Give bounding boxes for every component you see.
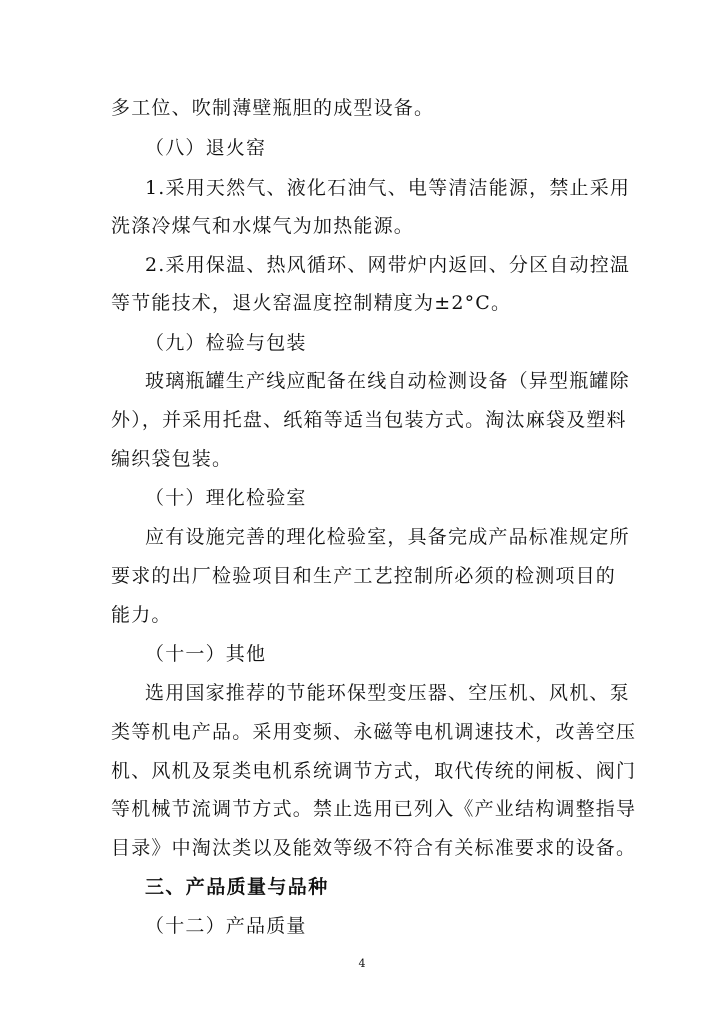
body-text-line: 目录》中淘汰类以及能效等级不符合有关标准要求的设备。	[111, 837, 637, 859]
section-heading-11: （十一）其他	[145, 643, 267, 665]
body-text-line: 机、风机及泵类电机系统调节方式，取代传统的闸板、阀门	[111, 760, 637, 782]
body-text-line: 应有设施完善的理化检验室，具备完成产品标准规定所	[145, 526, 630, 548]
body-text-line: 2.采用保温、热风循环、网带炉内返回、分区自动控温	[145, 254, 631, 276]
body-text-line: 洗涤冷煤气和水煤气为加热能源。	[111, 215, 415, 237]
body-text-line: 类等机电产品。采用变频、永磁等电机调速技术，改善空压	[111, 721, 637, 743]
body-text-line: 等机械节流调节方式。禁止选用已列入《产业结构调整指导	[111, 798, 637, 820]
section-heading-10: （十）理化检验室	[145, 487, 307, 509]
body-text-line: 多工位、吹制薄壁瓶胆的成型设备。	[111, 97, 435, 119]
body-text-line: 要求的出厂检验项目和生产工艺控制所必须的检测项目的	[111, 565, 617, 587]
section-heading-12: （十二）产品质量	[145, 915, 307, 937]
body-text-line: 等节能技术，退火窑温度控制精度为±2°C。	[111, 292, 512, 314]
body-text-line: 玻璃瓶罐生产线应配备在线自动检测设备（异型瓶罐除	[145, 370, 630, 392]
body-text-line: 编织袋包装。	[111, 448, 233, 470]
body-text-line: 选用国家推荐的节能环保型变压器、空压机、风机、泵	[145, 682, 630, 704]
body-text-line: 能力。	[111, 604, 172, 626]
body-text-line: 外），并采用托盘、纸箱等适当包装方式。淘汰麻袋及塑料	[111, 409, 627, 431]
body-text-line: 1.采用天然气、液化石油气、电等清洁能源，禁止采用	[145, 177, 631, 199]
section-heading-9: （九）检验与包装	[145, 332, 307, 354]
chapter-heading: 三、产品质量与品种	[145, 876, 329, 898]
section-heading-8: （八）退火窑	[145, 137, 267, 159]
page-number: 4	[358, 957, 366, 970]
